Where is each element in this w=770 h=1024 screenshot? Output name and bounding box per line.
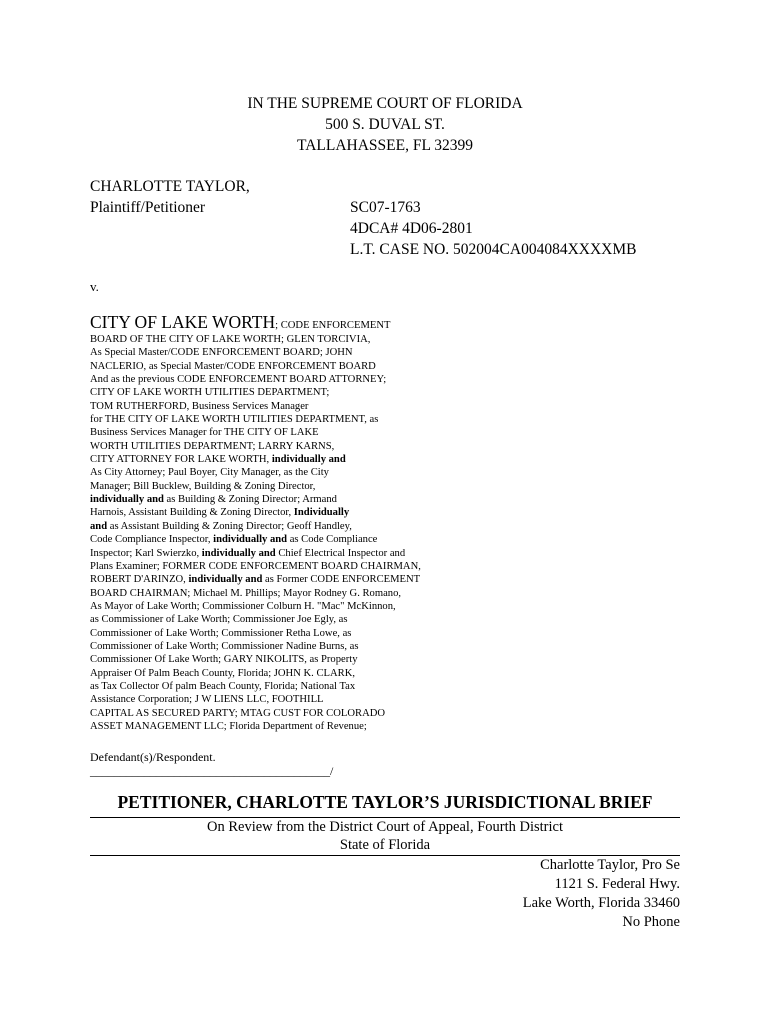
respondent-line-bold-text: individually and <box>201 547 276 559</box>
respondent-line <box>90 520 470 533</box>
respondent-line-text: Business Services Manager for THE CITY OF LAKE <box>90 427 319 439</box>
respondent-line-text: As City Attorney; Paul Boyer, City Manager, as the City <box>90 467 329 479</box>
respondent-line <box>90 707 470 720</box>
respondent-line-bold-text: Individually <box>293 507 350 519</box>
respondent-line-text: as Assistant Building & Zoning Director; Geoff Handley, <box>107 520 352 532</box>
lower-tribunal-case-number: L.T. CASE NO. 502004CA004084XXXXMB <box>350 241 637 258</box>
respondent-line <box>90 426 470 439</box>
respondent-line <box>90 560 470 573</box>
respondent-line <box>90 413 470 426</box>
respondent-line <box>90 440 470 453</box>
petitioner-role: Plaintiff/Petitioner <box>90 199 206 216</box>
review-line: On Review from the District Court of Appeal, Fourth District <box>206 819 563 835</box>
respondent-line <box>90 680 470 693</box>
respondent-line-bold-text: individually and <box>271 454 346 466</box>
author-street: 1121 S. Federal Hwy. <box>554 876 680 892</box>
respondent-line <box>90 400 470 413</box>
state-line: State of Florida <box>339 837 431 853</box>
respondent-line <box>90 693 470 706</box>
respondent-line-text: And as the previous CODE ENFORCEMENT BOARD ATTORNEY; <box>90 374 387 386</box>
respondent-line <box>90 720 470 733</box>
respondent-lead-name: CITY OF LAKE WORTH <box>90 312 276 332</box>
respondent-line <box>90 493 470 506</box>
supreme-court-case-number: SC07-1763 <box>350 199 421 216</box>
respondent-line-text: as Building & Zoning Director; Armand <box>163 494 337 506</box>
petitioner-name: CHARLOTTE TAYLOR, <box>90 178 250 195</box>
respondent-line <box>90 613 470 626</box>
court-name: IN THE SUPREME COURT OF FLORIDA <box>247 95 523 112</box>
respondent-line <box>90 466 470 479</box>
respondent-line-text: BOARD OF THE CITY OF LAKE WORTH; GLEN TORCIVIA, <box>90 334 371 345</box>
respondent-line <box>90 333 470 346</box>
respondent-line <box>90 627 470 640</box>
author-city: Lake Worth, Florida 33460 <box>522 895 680 911</box>
respondent-line <box>90 453 470 466</box>
respondent-lead-rest: ; CODE ENFORCEMENT <box>275 320 391 331</box>
respondent-line-text: Commissioner of Lake Worth; Commissioner Nadine Burns, as <box>90 640 359 652</box>
respondent-line-text: Inspector; Karl Swierzko, <box>90 547 202 559</box>
respondent-line-text: Harnois, Assistant Building & Zoning Director, <box>90 507 294 519</box>
respondent-line <box>90 600 470 613</box>
respondent-line-text: Commissioner Of Lake Worth; GARY NIKOLITS, as Property <box>90 654 358 666</box>
court-street: 500 S. DUVAL ST. <box>325 116 445 133</box>
respondent-line-text: Manager; Bill Bucklew, Building & Zoning Director, <box>90 480 316 492</box>
respondent-line-text: as Former CODE ENFORCEMENT <box>262 574 421 586</box>
respondent-line-text: Plans Examiner; FORMER CODE ENFORCEMENT BOARD CHAIRMAN, <box>90 560 421 572</box>
respondent-line <box>90 587 470 600</box>
respondent-line <box>90 547 470 560</box>
respondent-line <box>90 640 470 653</box>
respondent-line-text: as Commissioner of Lake Worth; Commissioner Joe Egly, as <box>90 614 348 626</box>
respondent-line-text: ASSET MANAGEMENT LLC; Florida Department of Revenue; <box>90 720 367 732</box>
respondent-line-bold-text: individually and <box>213 534 288 546</box>
dca-case-number: 4DCA# 4D06-2801 <box>350 220 473 237</box>
respondent-line-text: Code Compliance Inspector, <box>90 534 214 546</box>
brief-title: PETITIONER, CHARLOTTE TAYLOR’S JURISDICTIONAL BRIEF <box>117 792 653 812</box>
respondent-lead <box>90 312 390 333</box>
respondent-line-bold-text: individually and <box>90 494 164 506</box>
respondent-line-text: BOARD CHAIRMAN; Michael M. Phillips; Mayor Rodney G. Romano, <box>90 587 402 599</box>
author-name: Charlotte Taylor, Pro Se <box>540 857 680 873</box>
respondent-line <box>90 386 470 399</box>
respondent-line-text: Assistance Corporation; J W LIENS LLC, FOOTHILL <box>90 694 324 706</box>
respondent-line-text: Appraiser Of Palm Beach County, Florida; JOHN K. CLARK, <box>90 667 356 679</box>
respondent-line-text: As Special Master/CODE ENFORCEMENT BOARD; JOHN <box>90 347 353 359</box>
respondent-line <box>90 373 470 386</box>
respondent-line-text: CITY OF LAKE WORTH UTILITIES DEPARTMENT; <box>90 387 330 399</box>
respondent-line <box>90 360 470 373</box>
respondent-list <box>90 333 470 733</box>
respondent-line-text: as Tax Collector Of palm Beach County, Florida; National Tax <box>90 680 356 692</box>
respondent-line <box>90 506 470 519</box>
respondent-line-text: NACLERIO, as Special Master/CODE ENFORCEMENT BOARD <box>90 360 376 372</box>
respondent-line-text: As Mayor of Lake Worth; Commissioner Colburn H. "Mac" McKinnon, <box>90 600 396 612</box>
respondent-line <box>90 653 470 666</box>
signature-line: ________________________________________/ <box>90 764 334 778</box>
respondent-line-text: CITY ATTORNEY FOR LAKE WORTH, <box>90 454 272 466</box>
respondent-line-text: CAPITAL AS SECURED PARTY; MTAG CUST FOR COLORADO <box>90 707 386 719</box>
respondent-line-bold-text: individually and <box>188 574 263 586</box>
respondent-line-text: Commissioner of Lake Worth; Commissioner Retha Lowe, as <box>90 627 352 639</box>
respondent-line <box>90 573 470 586</box>
respondent-line <box>90 346 470 359</box>
respondent-line-text: Chief Electrical Inspector and <box>275 547 406 559</box>
respondent-line-bold-text: and <box>90 520 108 532</box>
respondent-line-text: TOM RUTHERFORD, Business Services Manager <box>90 400 309 412</box>
respondent-line <box>90 533 470 546</box>
respondent-line-text: as Code Compliance <box>287 534 378 546</box>
defendant-label: Defendant(s)/Respondent. <box>90 750 216 764</box>
versus-label: v. <box>90 279 99 294</box>
respondent-line-text: WORTH UTILITIES DEPARTMENT; LARRY KARNS, <box>90 440 335 452</box>
court-city: TALLAHASSEE, FL 32399 <box>296 137 473 154</box>
respondent-line-text: ROBERT D'ARINZO, <box>90 574 189 586</box>
respondent-line <box>90 667 470 680</box>
respondent-line <box>90 480 470 493</box>
respondent-line-text: for THE CITY OF LAKE WORTH UTILITIES DEPARTMENT, as <box>90 414 379 426</box>
author-phone: No Phone <box>622 914 680 930</box>
